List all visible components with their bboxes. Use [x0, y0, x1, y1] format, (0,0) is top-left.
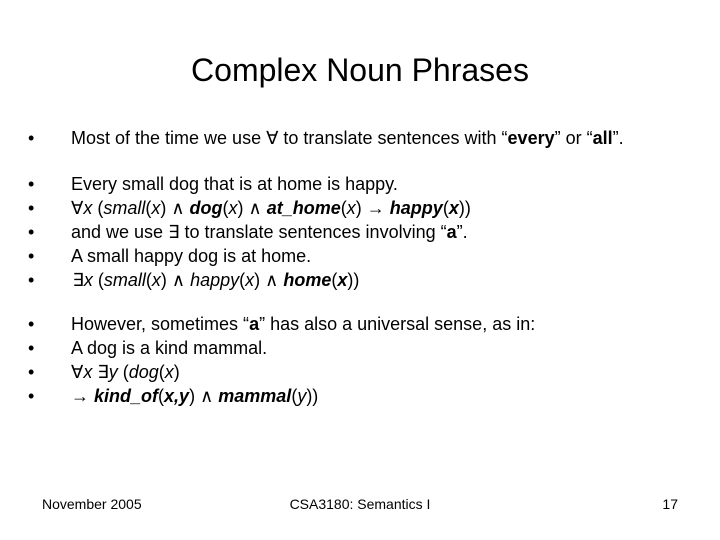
exists-symbol: ∃ — [72, 270, 84, 290]
bullet-item — [28, 220, 688, 244]
footer-course: CSA3180: Semantics I — [289, 496, 431, 512]
bullet-text: A small happy dog is at home. — [71, 246, 312, 266]
bullet-dot: • — [28, 128, 35, 148]
bullet-dot: • — [28, 270, 35, 290]
bullet-text: However, sometimes “a” has also a universal sense, as in: — [71, 314, 536, 334]
bullet-item — [28, 172, 688, 196]
bullet-item — [28, 244, 688, 268]
exists-symbol: ∃ — [97, 362, 109, 382]
forall-symbol: ∀ — [266, 128, 279, 148]
formula-text: → kind_of(x,y) ∧ mammal(y)) — [71, 386, 319, 406]
bullet-item — [28, 312, 688, 336]
bullet-item — [28, 196, 688, 220]
bullet-dot: • — [28, 314, 35, 334]
bullet-item — [28, 384, 688, 408]
bullet-dot: • — [28, 246, 35, 266]
and-symbol: ∧ — [171, 198, 185, 218]
forall-symbol: ∀ — [71, 362, 84, 382]
bullet-dot: • — [28, 338, 35, 358]
bullet-text: A dog is a kind mammal. — [71, 338, 268, 358]
exists-symbol: ∃ — [168, 222, 180, 242]
page-number: 17 — [662, 496, 678, 512]
bullet-item — [28, 126, 688, 150]
formula-text: ∃x (small(x) ∧ happy(x) ∧ home(x)) — [72, 270, 360, 290]
bullet-dot: • — [28, 386, 35, 406]
bullet-text: Every small dog that is at home is happy. — [71, 174, 398, 194]
and-symbol: ∧ — [265, 270, 279, 290]
bullet-dot: • — [28, 222, 35, 242]
bullet-dot: • — [28, 174, 35, 194]
and-symbol: ∧ — [248, 198, 262, 218]
arrow-symbol: → — [366, 198, 385, 218]
and-symbol: ∧ — [200, 386, 214, 406]
bullet-item — [28, 268, 688, 292]
slide-title: Complex Noun Phrases — [191, 52, 529, 88]
formula-text: ∀x (small(x) ∧ dog(x) ∧ at_home(x) → happy(x)) — [71, 198, 471, 218]
bullet-item — [28, 360, 688, 384]
bullet-list — [28, 126, 688, 408]
forall-symbol: ∀ — [71, 198, 84, 218]
bullet-text: Most of the time we use ∀ to translate sentences with “every” or “all”. — [71, 128, 624, 148]
bullet-dot: • — [28, 362, 35, 382]
bullet-text: and we use ∃ to translate sentences involving “a”. — [71, 222, 468, 242]
and-symbol: ∧ — [171, 270, 186, 290]
bullet-dot: • — [28, 198, 35, 218]
bullet-item — [28, 336, 688, 360]
arrow-symbol: → — [71, 386, 89, 406]
footer-date: November 2005 — [42, 496, 142, 512]
formula-text: ∀x ∃y (dog(x) — [71, 362, 180, 382]
